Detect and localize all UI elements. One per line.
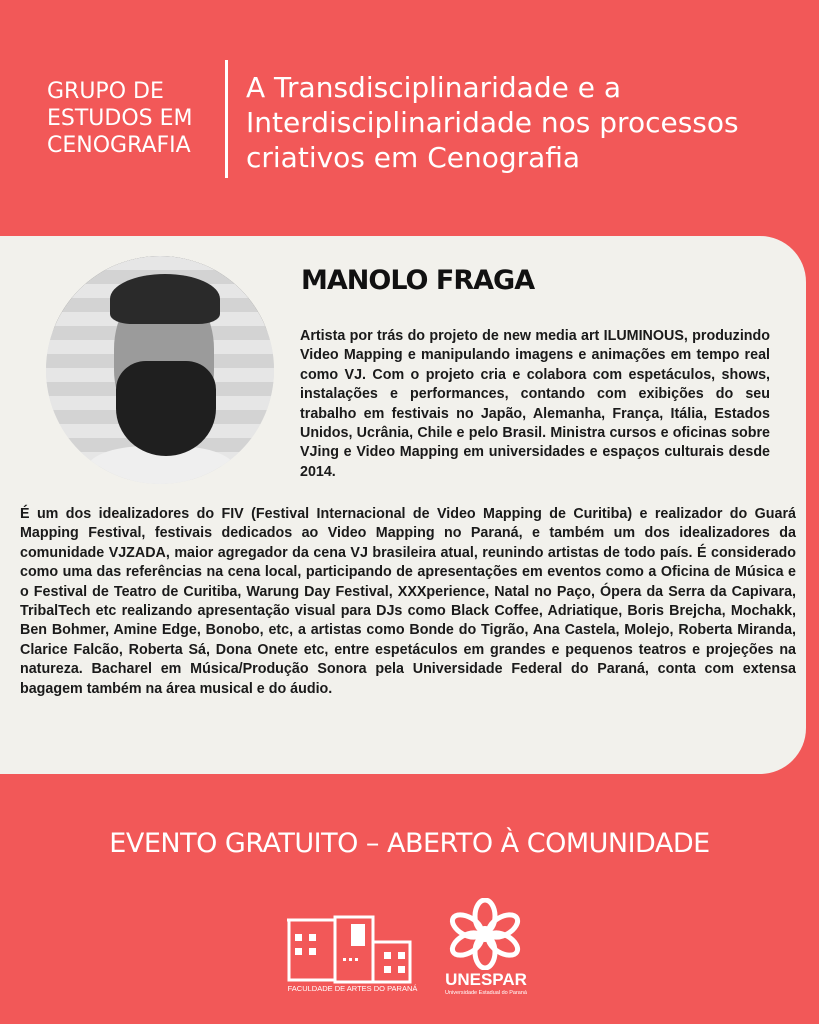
unespar-label: UNESPAR bbox=[445, 970, 527, 989]
speaker-bio-intro: Artista por trás do projeto de new media art ILUMINOUS, produzindo Video Mapping e manipulando imagens e animações em tempo real como VJ. Com o projeto cria e colabora com espetáculos, shows, instalações e performances, contando com exibições do seu trabalho em festivais no Japão, Alemanha, França, Itália, Estados Unidos, Ucrânia, Chile e pelo Brasil. Ministra cursos e oficinas sobre VJing e Video Mapping em universidades e espaços culturais desde 2014. bbox=[300, 328, 770, 480]
event-title: A Transdisciplinaridade e a Interdisciplinaridade nos processos criativos em Cenografia bbox=[246, 71, 739, 174]
unespar-logo-icon bbox=[445, 898, 525, 970]
group-name: GRUPO DE ESTUDOS EM CENOGRAFIA bbox=[47, 79, 193, 158]
unespar-subtitle: Universidade Estadual do Paraná bbox=[445, 990, 527, 996]
speaker-name: MANOLO FRAGA bbox=[301, 265, 535, 296]
speaker-photo bbox=[46, 256, 274, 484]
fap-label: FACULDADE DE ARTES DO PARANÁ bbox=[287, 984, 418, 993]
divider bbox=[225, 60, 228, 178]
fap-logo-icon bbox=[285, 912, 420, 992]
event-notice: EVENTO GRATUITO – ABERTO À COMUNIDADE bbox=[109, 828, 710, 859]
speaker-bio-details: É um dos idealizadores do FIV (Festival Internacional de Video Mapping de Curitiba) e realizador do Guará Mapping Festival, festivais dedicados ao Video Mapping no Paraná, e também um dos idealizadores da comunidade VJZADA, maior agregador da cena VJ brasileira atual, reunindo artistas de todo país. É considerado como uma das referências na cena local, participando de apresentações em eventos como a Oficina de Música e o Festival de Teatro de Curitiba, Warung Day Festival, XXXperience, Natal no Paço, Ópera da Serra da Capivara, TribalTech etc realizando apresentação visual para DJs como Black Coffee, Adriatique, Boris Brejcha, Mochakk, Ben Bohmer, Amine Edge, Bonobo, etc, a artistas como Bonde do Tigrão, Ana Castela, Molejo, Roberta Miranda, Clarice Falcão, Roberta Sá, Dona Onete etc, entre espetáculos em grandes e pequenos teatros e projeções na natureza. Bacharel em Música/Produção Sonora pela Universidade Federal do Paraná, conta com extensa bagagem também na área musical e do áudio. bbox=[20, 506, 796, 697]
